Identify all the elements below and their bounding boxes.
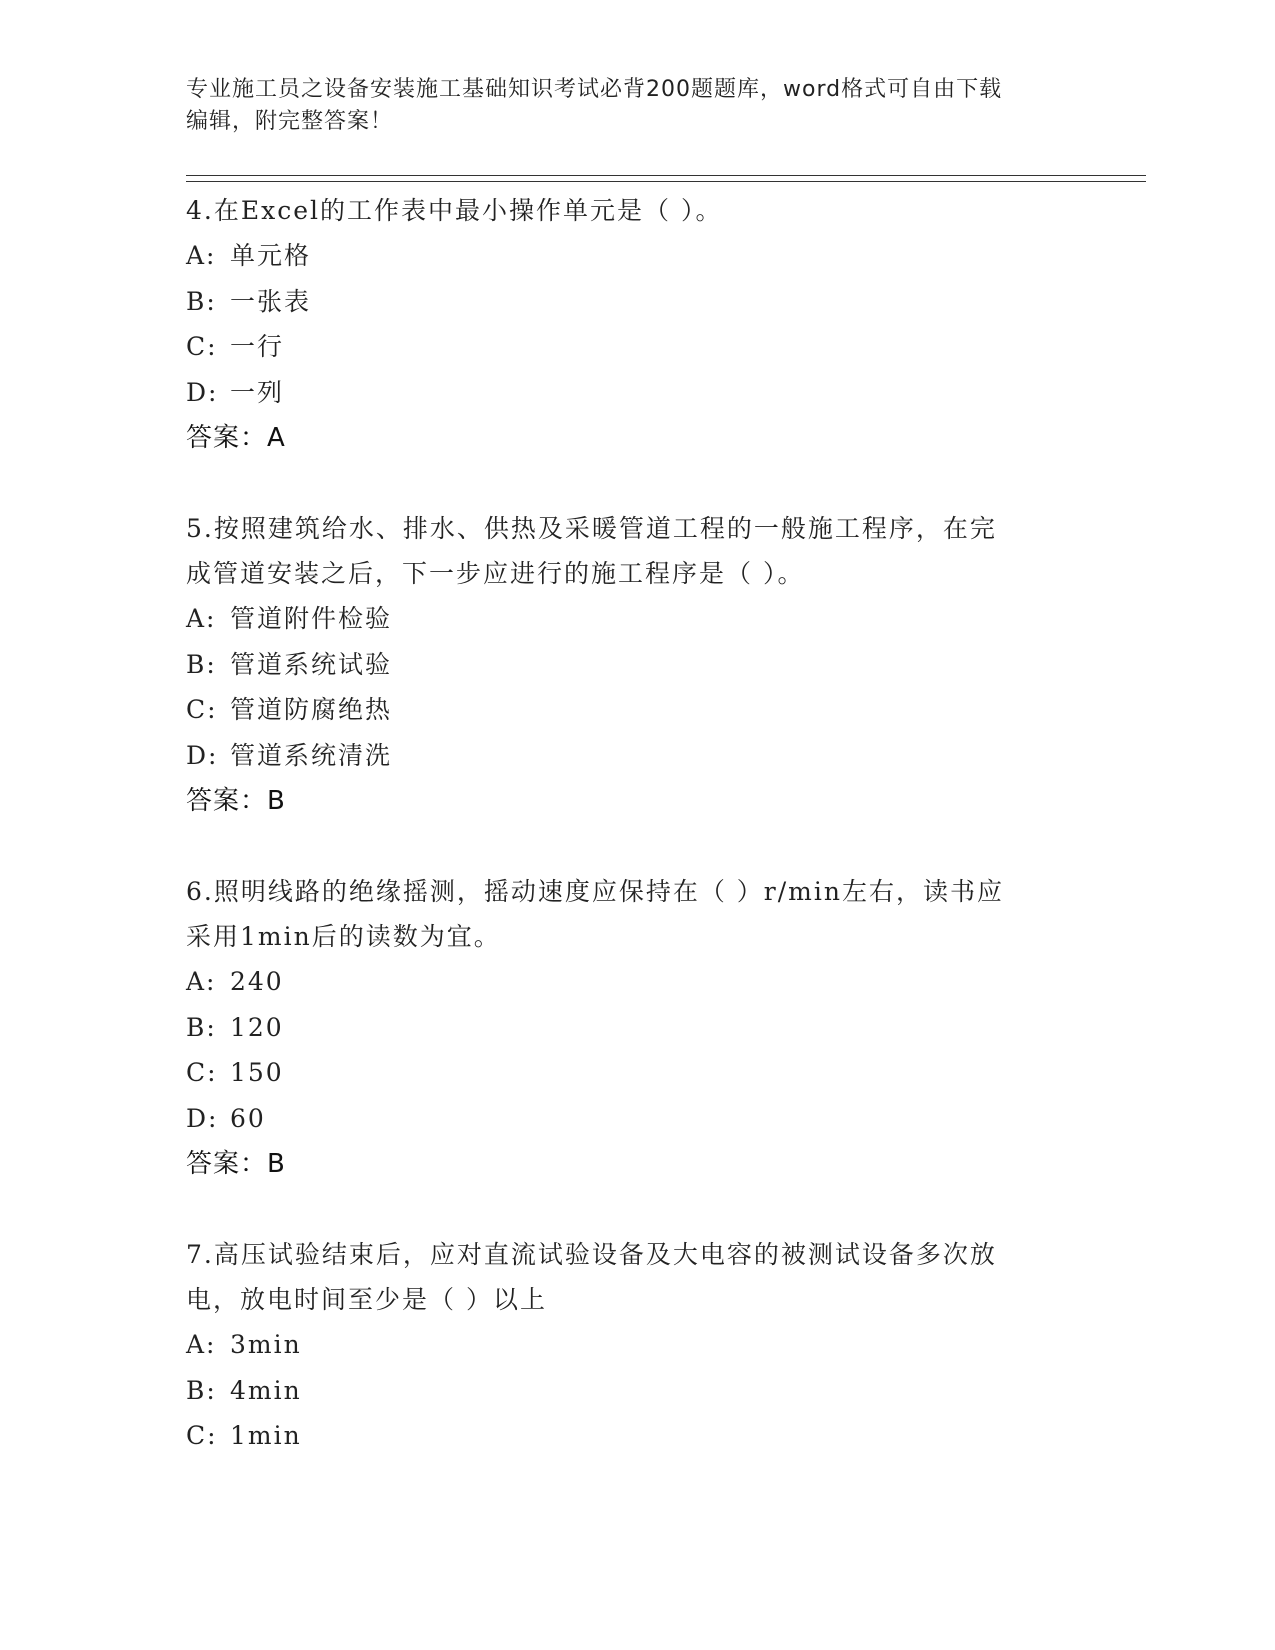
option-text: 240 <box>230 967 284 996</box>
question-7 <box>186 1232 1066 1459</box>
spacer <box>186 461 1066 506</box>
question-6 <box>186 869 1066 1187</box>
option-c <box>186 1050 1066 1096</box>
answer-line: 答案：B <box>186 786 286 816</box>
question-stem-line-1: 7.高压试验结束后，应对直流试验设备及大电容的被测试设备多次放 <box>186 1240 997 1269</box>
option-b <box>186 1368 1066 1414</box>
option-d <box>186 370 1066 416</box>
question-stem-line-1: 5.按照建筑给水、排水、供热及采暖管道工程的一般施工程序，在完 <box>186 514 997 543</box>
option-text: 4min <box>230 1375 302 1405</box>
option-letter: A: <box>186 241 217 270</box>
option-letter: B: <box>186 649 217 679</box>
option-text: 管道系统清洗 <box>230 740 393 770</box>
option-letter: D: <box>186 377 219 407</box>
option-d <box>186 733 1066 779</box>
option-letter: B: <box>186 286 217 316</box>
header-line-2: 编辑，附完整答案！ <box>186 109 394 134</box>
header-line-1: 专业施工员之设备安装施工基础知识考试必背200题题库，word格式可自由下载 <box>186 77 1003 102</box>
option-letter: B: <box>186 1012 217 1042</box>
answer-line: 答案：B <box>186 1149 286 1179</box>
question-stem-line-1: 6.照明线路的绝缘摇测，摇动速度应保持在（ ）r/min左右，读书应 <box>186 877 1004 906</box>
option-text: 150 <box>230 1058 284 1087</box>
header-divider-bottom <box>186 181 1146 182</box>
option-b <box>186 1005 1066 1051</box>
option-letter: C: <box>186 695 218 724</box>
option-text: 一行 <box>230 332 285 361</box>
option-text: 120 <box>230 1012 284 1042</box>
option-a <box>186 959 1066 1005</box>
question-stem-line-2: 成管道安装之后，下一步应进行的施工程序是（ ）。 <box>186 559 805 588</box>
question-stem-line-2: 电，放电时间至少是（ ）以上 <box>186 1285 547 1314</box>
option-c <box>186 687 1066 733</box>
option-a <box>186 1322 1066 1368</box>
option-letter: A: <box>186 967 217 996</box>
header-divider-top <box>186 175 1146 176</box>
option-text: 一张表 <box>230 286 312 316</box>
answer-line: 答案：A <box>186 423 286 453</box>
document-header <box>186 74 1086 138</box>
option-letter: C: <box>186 1421 218 1450</box>
question-stem-line-2: 采用1min后的读数为宜。 <box>186 922 501 951</box>
option-c <box>186 1413 1066 1459</box>
option-text: 一列 <box>230 377 285 407</box>
spacer <box>186 1187 1066 1232</box>
question-5 <box>186 506 1066 824</box>
option-letter: D: <box>186 1103 219 1133</box>
option-text: 60 <box>230 1103 266 1133</box>
option-text: 单元格 <box>230 241 312 270</box>
option-letter: D: <box>186 740 219 770</box>
option-a <box>186 596 1066 642</box>
option-text: 管道防腐绝热 <box>230 695 393 724</box>
option-letter: A: <box>186 1330 217 1359</box>
option-letter: C: <box>186 1058 218 1087</box>
spacer <box>186 824 1066 869</box>
option-text: 1min <box>230 1421 302 1450</box>
option-letter: C: <box>186 332 218 361</box>
option-text: 3min <box>230 1330 302 1359</box>
option-text: 管道系统试验 <box>230 649 393 679</box>
option-a <box>186 233 1066 279</box>
question-4 <box>186 188 1066 461</box>
question-stem: 4.在Excel的工作表中最小操作单元是（ ）。 <box>186 196 723 225</box>
option-b <box>186 642 1066 688</box>
option-b <box>186 279 1066 325</box>
option-c <box>186 324 1066 370</box>
option-letter: B: <box>186 1375 217 1405</box>
option-d <box>186 1096 1066 1142</box>
option-text: 管道附件检验 <box>230 604 393 633</box>
option-letter: A: <box>186 604 217 633</box>
question-list <box>186 188 1066 1459</box>
